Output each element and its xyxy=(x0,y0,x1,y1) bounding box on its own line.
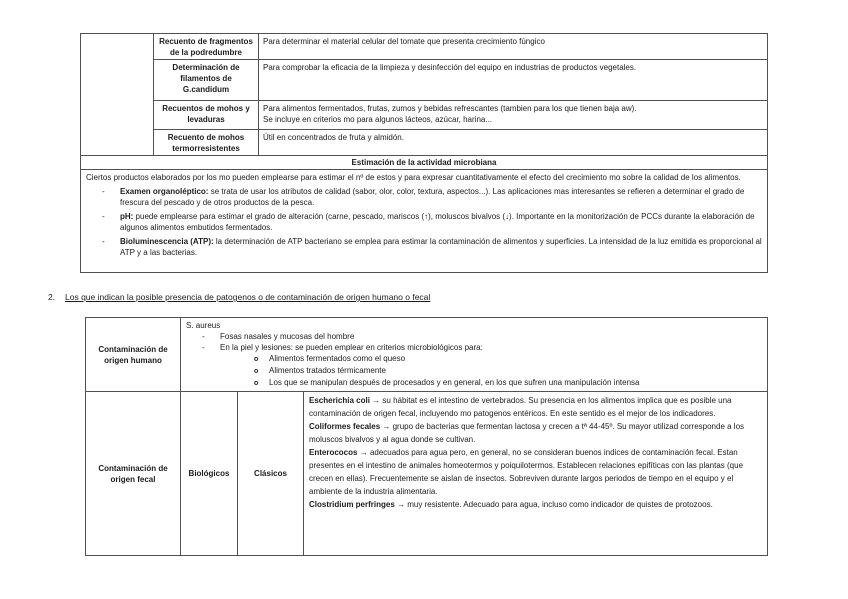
bullet-item xyxy=(86,186,762,209)
arrow-icon: → xyxy=(359,448,368,457)
row-header-cell: Recuento de fragmentos de la podredumbre xyxy=(154,34,259,60)
bullet-item xyxy=(86,211,762,234)
human-contamination-cell xyxy=(181,318,768,392)
dash-text: En la piel y lesiones: se pueden emplear en criterios microbiológicos para: xyxy=(220,343,483,352)
bullet-text xyxy=(120,211,762,234)
row-desc-cell xyxy=(259,130,768,156)
section-title: Estimación de la actividad microbiana xyxy=(81,156,768,170)
indicator-entry xyxy=(309,446,762,498)
bullet-item xyxy=(86,236,762,259)
biological-cell: Biológicos xyxy=(181,392,238,556)
circle-marker: o xyxy=(254,356,259,363)
contamination-table xyxy=(85,317,768,556)
indicator-entry xyxy=(309,498,762,511)
table-row xyxy=(81,60,768,101)
desc-line: Para alimentos fermentados, frutas, zumos y bebidas refrescantes (tambien para los que tienen baja aw). xyxy=(263,104,637,113)
sub-item xyxy=(186,365,762,377)
bullet-lead: Examen organoléptico: xyxy=(120,186,209,196)
microbial-activity-paragraph xyxy=(81,170,768,273)
sub-text: Alimentos tratados térmicamente xyxy=(269,366,386,375)
fecal-indicators-cell xyxy=(304,392,768,556)
bullet-body: puede emplearse para estimar el grado de alteración (carne, pescado, mariscos (↑), moluscos bivalvos (↓). Importante en la monitorización de PCCs durante la elaboración de algunos alimentos embutidos fermentados. xyxy=(120,211,755,232)
row-header-cell: Contaminación de origen humano xyxy=(86,318,181,392)
row-desc-cell xyxy=(259,34,768,60)
circle-marker: o xyxy=(254,380,259,387)
mold-counts-table xyxy=(80,33,768,273)
bullet-lead: Bioluminescencia (ATP): xyxy=(120,236,214,246)
bullet-text xyxy=(120,186,762,209)
table-row xyxy=(86,392,768,556)
section-title-row xyxy=(81,156,768,170)
entry-lead: Clostridium perfringes xyxy=(309,500,395,509)
sub-text: Los que se manipulan después de procesados y en general, en los que sufren una manipulación intensa xyxy=(269,378,640,387)
desc-line: Se incluye en criterios mo para algunos lácteos, azúcar, harina... xyxy=(263,115,493,124)
section-body-row xyxy=(81,170,768,273)
arrow-icon: → xyxy=(372,396,381,405)
bullet-lead: pH: xyxy=(120,211,134,221)
indicator-entry xyxy=(309,394,762,420)
sub-text: Alimentos fermentados como el queso xyxy=(269,354,406,363)
entry-lead: Enterococos xyxy=(309,448,358,457)
desc-line: Útil en concentrados de fruta y almidón. xyxy=(263,133,404,142)
arrow-icon: → xyxy=(397,500,406,509)
dash-marker: - xyxy=(102,236,105,246)
circle-marker: o xyxy=(254,368,259,375)
cell-title: S. aureus xyxy=(186,321,221,330)
bullet-body: se trata de usar los atributos de calidad (sabor, olor, color, textura, aspectos...). Las aplicaciones mas interesantes se refieren a determinar el grado de frescura del pescado y de otros productos de la pesca. xyxy=(120,186,745,207)
empty-continuation-cell xyxy=(81,34,154,156)
dash-text: Fosas nasales y mucosas del hombre xyxy=(220,332,355,341)
entry-lead: Escherichia coli xyxy=(309,396,370,405)
row-header-cell: Contaminación de origen fecal xyxy=(86,392,181,556)
entry-text: adecuados para agua pero, en general, no se consideran buenos indices de contaminación fecal. Estan presentes en el intestino de animales homeotermos y poiquilotermos. Establecen relaciones epifíticas con las plantas (que crecen en ellas). Frecuentemente se aislan de insectos. Sobreviven durante largos periodos de tiempo en el equipo y el ambiente de la industria alimentaria. xyxy=(309,448,744,496)
row-header-cell: Recuento de mohos termorresistentes xyxy=(154,130,259,156)
dash-marker: - xyxy=(102,186,105,196)
dash-marker: - xyxy=(202,343,205,352)
table-row xyxy=(81,101,768,130)
desc-line: Para determinar el material celular del tomate que presenta crecimiento fúngico xyxy=(263,37,545,46)
sub-item xyxy=(186,353,762,365)
desc-line: Para comprobar la eficacia de la limpieza y desinfección del equipo en industrias de productos vegetales. xyxy=(263,63,637,72)
row-header-cell: Determinación de filamentos de G.candidum xyxy=(154,60,259,101)
heading-text: Los que indican la posible presencia de patogenos o de contaminación de origen humano o fecal xyxy=(65,292,431,302)
bullet-text xyxy=(120,236,762,259)
numbered-heading xyxy=(48,292,430,303)
dash-item xyxy=(186,331,762,342)
arrow-icon: → xyxy=(382,422,391,431)
entry-text: su hábitat es el intestino de vertebrados. Su presencia en los alimentos implica que es posible una contaminación de origen fecal, incluyendo mo patogenos entéricos. En este sentido es el mejor de los indicadores. xyxy=(309,396,732,418)
classic-cell: Clásicos xyxy=(238,392,304,556)
sub-item xyxy=(186,377,762,389)
dash-marker: - xyxy=(202,332,205,341)
row-header-cell: Recuentos de mohos y levaduras xyxy=(154,101,259,130)
row-desc-cell xyxy=(259,101,768,130)
intro-text: Ciertos productos elaborados por los mo pueden emplearse para estimar el nº de estos y para expresar cuantitativamente el efecto del crecimiento mo sobre la calidad de los alimentos. xyxy=(86,173,741,182)
table-row xyxy=(81,130,768,156)
indicator-entry xyxy=(309,420,762,446)
heading-number: 2. xyxy=(48,292,56,302)
bullet-body: la determinación de ATP bacteriano se emplea para estimar la contaminación de alimentos y superficies. La intensidad de la luz emitida es proporcional al ATP y a las bacterias. xyxy=(120,236,762,257)
dash-item xyxy=(186,342,762,353)
table-row xyxy=(86,318,768,392)
row-desc-cell xyxy=(259,60,768,101)
entry-text: muy resistente. Adecuado para agua, incluso como indicador de quistes de protozoos. xyxy=(407,500,713,509)
dash-marker: - xyxy=(102,211,105,221)
entry-lead: Coliformes fecales xyxy=(309,422,381,431)
entry-text: grupo de bacterias que fermentan lactosa y crecen a tª 44-45º. Su mayor utilizad corresponde a los moluscos bivalvos y al agua donde se cultivan. xyxy=(309,422,745,444)
table-row xyxy=(81,34,768,60)
